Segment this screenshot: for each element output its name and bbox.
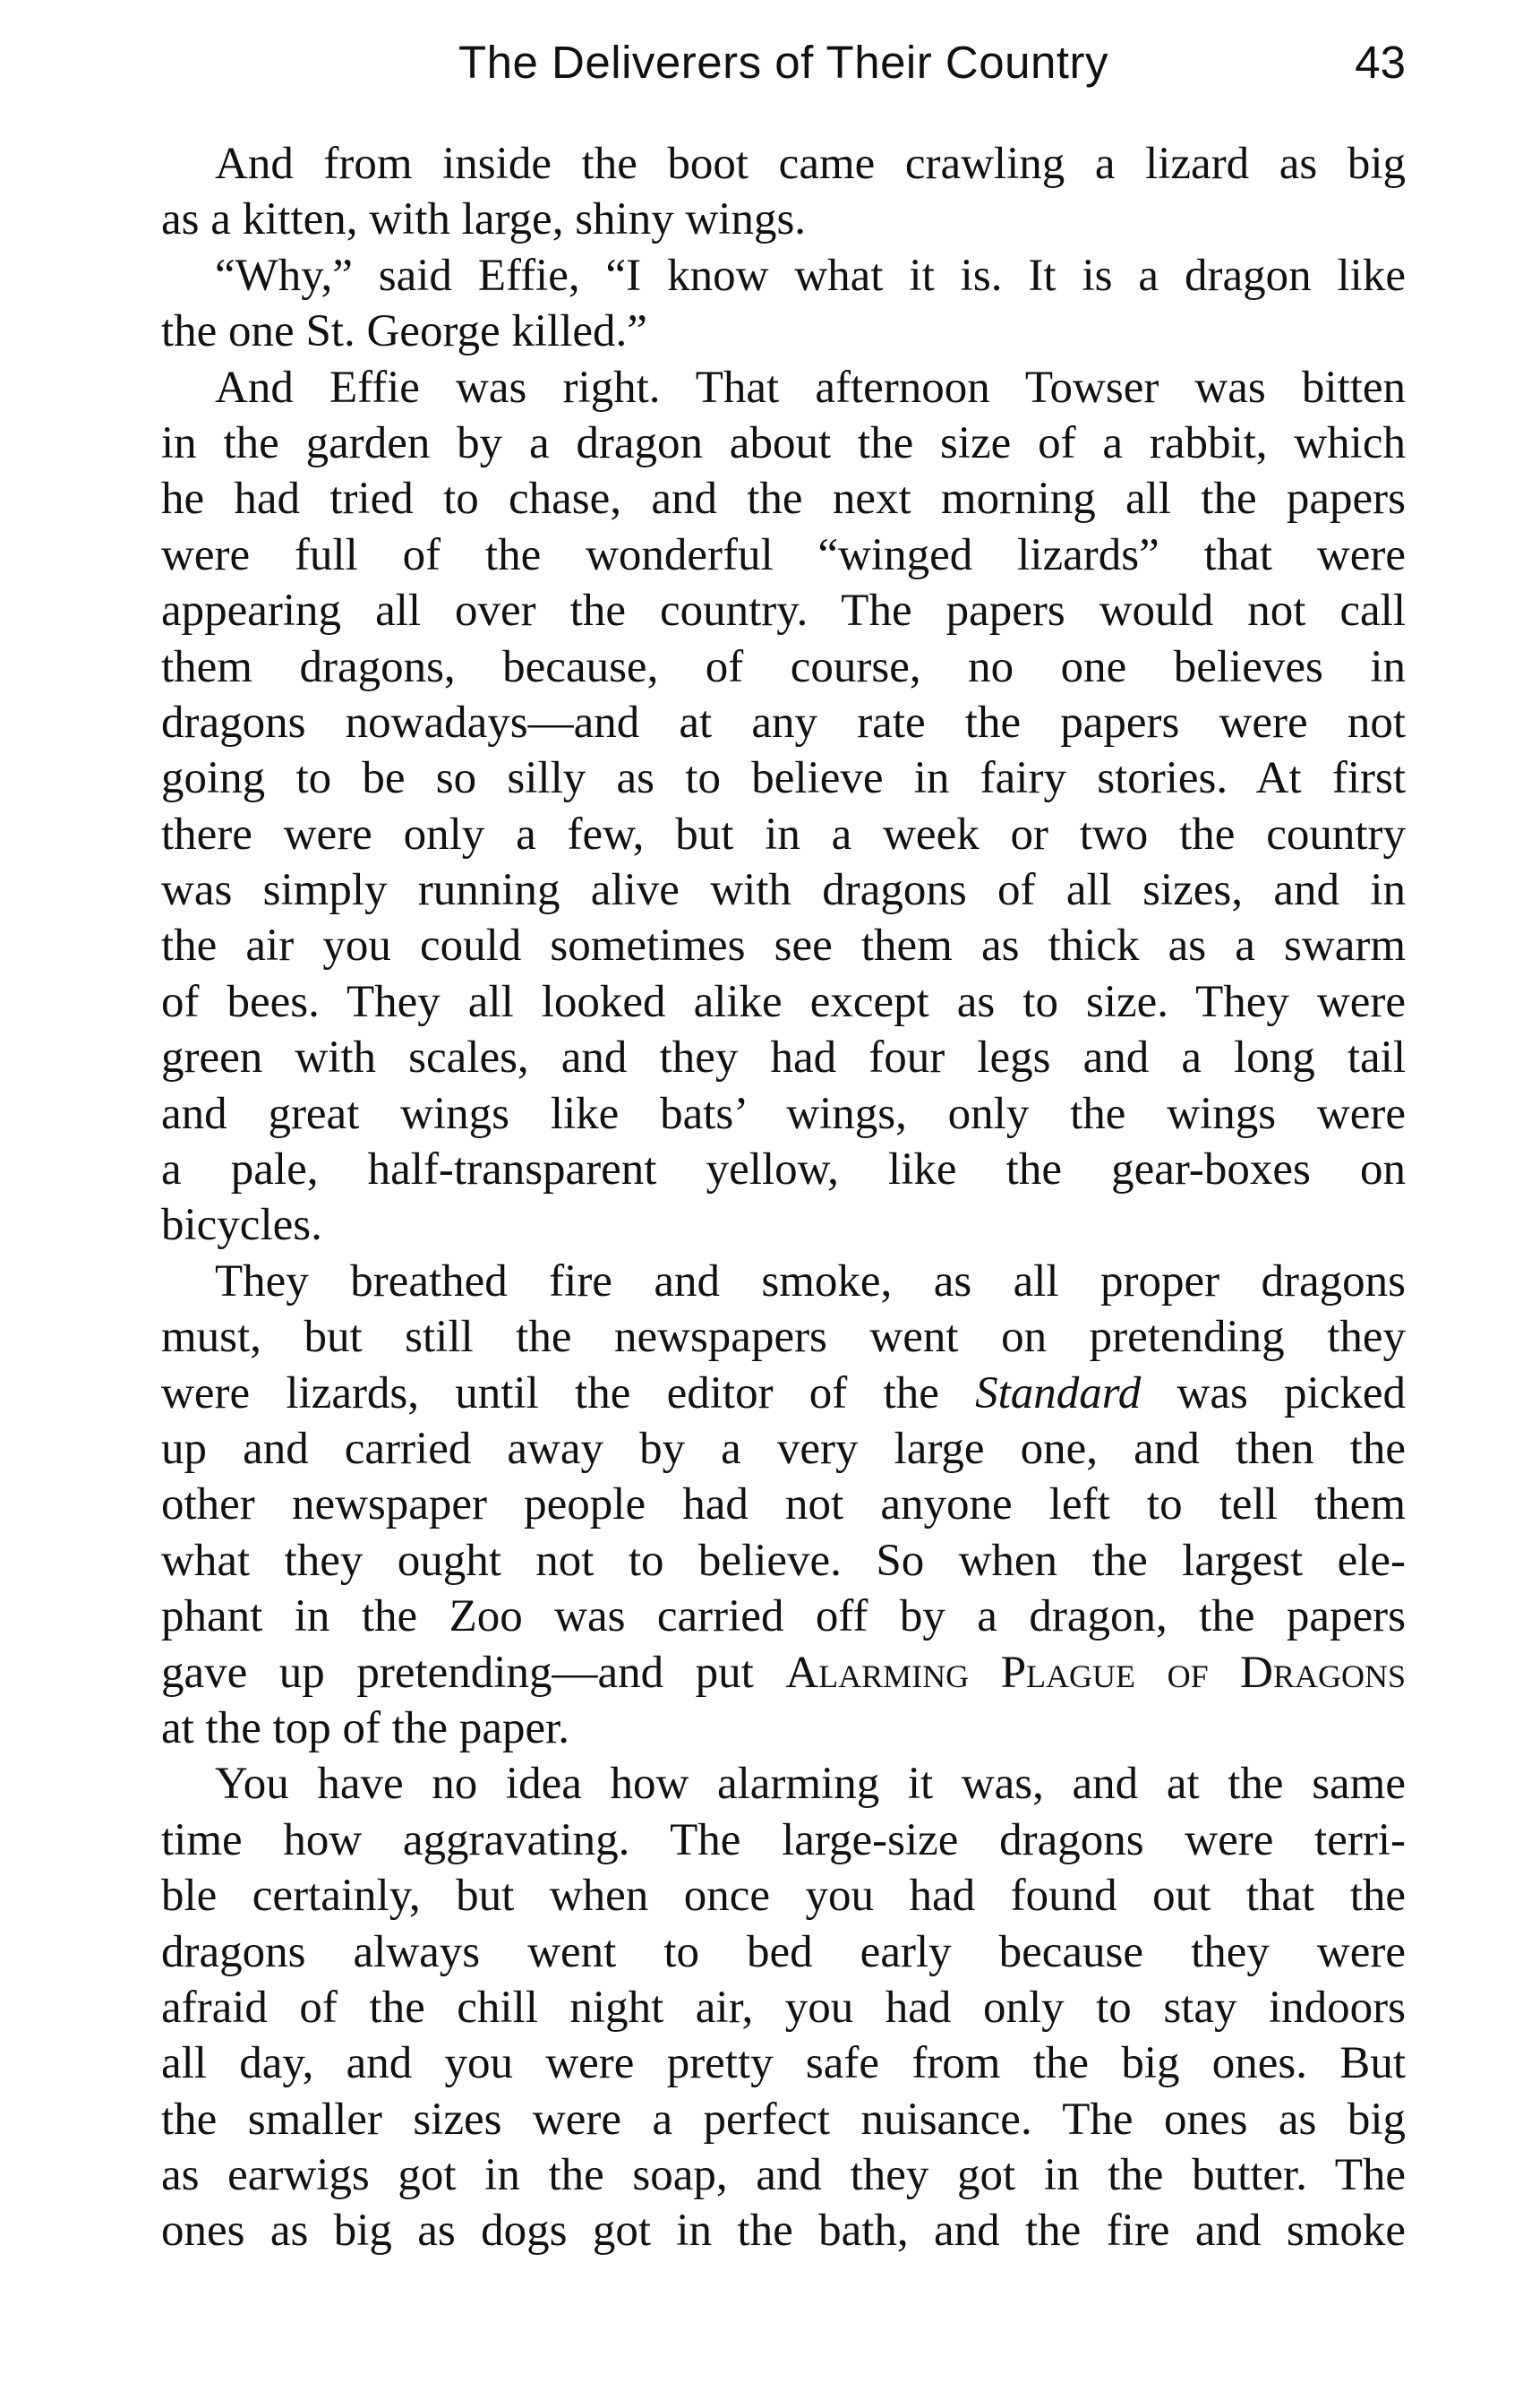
text-line: must, but still the newspapers went on pretending they xyxy=(161,1312,1406,1363)
text-line: bicycles. xyxy=(161,1200,322,1251)
text-line: green with scales, and they had four legs and a long tail xyxy=(161,1032,1406,1084)
text-line: dragons always went to bed early because they were xyxy=(161,1926,1406,1977)
text-line: of bees. They all looked alike except as to size. They were xyxy=(161,976,1406,1027)
text-line: “Why,” said Effie, “I know what it is. It is a dragon like xyxy=(215,250,1406,301)
text-line: what they ought not to believe. So when the largest ele- xyxy=(161,1535,1406,1586)
text-line: as earwigs got in the soap, and they got in the butter. The xyxy=(161,2150,1406,2201)
text-line: in the garden by a dragon about the size of a rabbit, which xyxy=(161,417,1406,468)
text-line: a pale, half-transparent yellow, like the gear-boxes on xyxy=(161,1144,1406,1195)
running-title: The Deliverers of Their Country xyxy=(458,37,1108,88)
text-line: You have no idea how alarming it was, and at the same xyxy=(215,1759,1406,1810)
text-line: them dragons, because, of course, no one believes in xyxy=(161,641,1406,692)
text-line: at the top of the paper. xyxy=(161,1702,570,1753)
text-line: appearing all over the country. The papers would not call xyxy=(161,586,1406,637)
running-head xyxy=(161,27,1406,99)
text-line: going to be so silly as to believe in fairy stories. At first xyxy=(161,753,1406,804)
line-part: gave up pretending—and put xyxy=(161,1647,786,1698)
text-line: as a kitten, with large, shiny wings. xyxy=(161,194,807,245)
headline-smallcaps: Alarming Plague of Dragons xyxy=(785,1647,1406,1698)
newspaper-title: Standard xyxy=(975,1367,1142,1418)
line-part: were lizards, until the editor of the xyxy=(161,1367,976,1418)
text-line: there were only a few, but in a week or two the country xyxy=(161,809,1406,860)
line-part: was picked xyxy=(1141,1367,1406,1418)
text-line: phant in the Zoo was carried off by a dragon, the papers xyxy=(161,1591,1406,1642)
text-line: the smaller sizes were a perfect nuisance. The ones as big xyxy=(161,2094,1406,2145)
text-line: And Effie was right. That afternoon Towser was bitten xyxy=(215,362,1406,413)
text-line: afraid of the chill night air, you had only to stay indoors xyxy=(161,1982,1406,2033)
text-line xyxy=(161,1366,1406,1421)
text-line: dragons nowadays—and at any rate the papers were not xyxy=(161,697,1406,748)
text-line: up and carried away by a very large one, and then the xyxy=(161,1423,1406,1474)
text-line: time how aggravating. The large-size dragons were terri- xyxy=(161,1814,1406,1865)
text-line: the air you could sometimes see them as thick as a swarm xyxy=(161,921,1406,972)
page-number: 43 xyxy=(1355,37,1406,88)
text-line xyxy=(161,1645,1406,1701)
text-line: was simply running alive with dragons of all sizes, and in xyxy=(161,865,1406,916)
text-line: And from inside the boot came crawling a lizard as big xyxy=(215,139,1406,189)
text-line: and great wings like bats’ wings, only the wings were xyxy=(161,1088,1406,1139)
text-line: ble certainly, but when once you had found out that the xyxy=(161,1871,1406,1922)
text-line: They breathed fire and smoke, as all proper dragons xyxy=(215,1255,1406,1307)
text-line: other newspaper people had not anyone left to tell them xyxy=(161,1479,1406,1530)
text-line: ones as big as dogs got in the bath, and the fire and smoke xyxy=(161,2206,1406,2257)
text-line: he had tried to chase, and the next morning all the papers xyxy=(161,474,1406,525)
text-line: the one St. George killed.” xyxy=(161,306,647,357)
text-line: were full of the wonderful “winged lizards” that were xyxy=(161,529,1406,580)
text-line: all day, and you were pretty safe from the big ones. But xyxy=(161,2038,1406,2089)
body-text xyxy=(161,136,1406,2259)
